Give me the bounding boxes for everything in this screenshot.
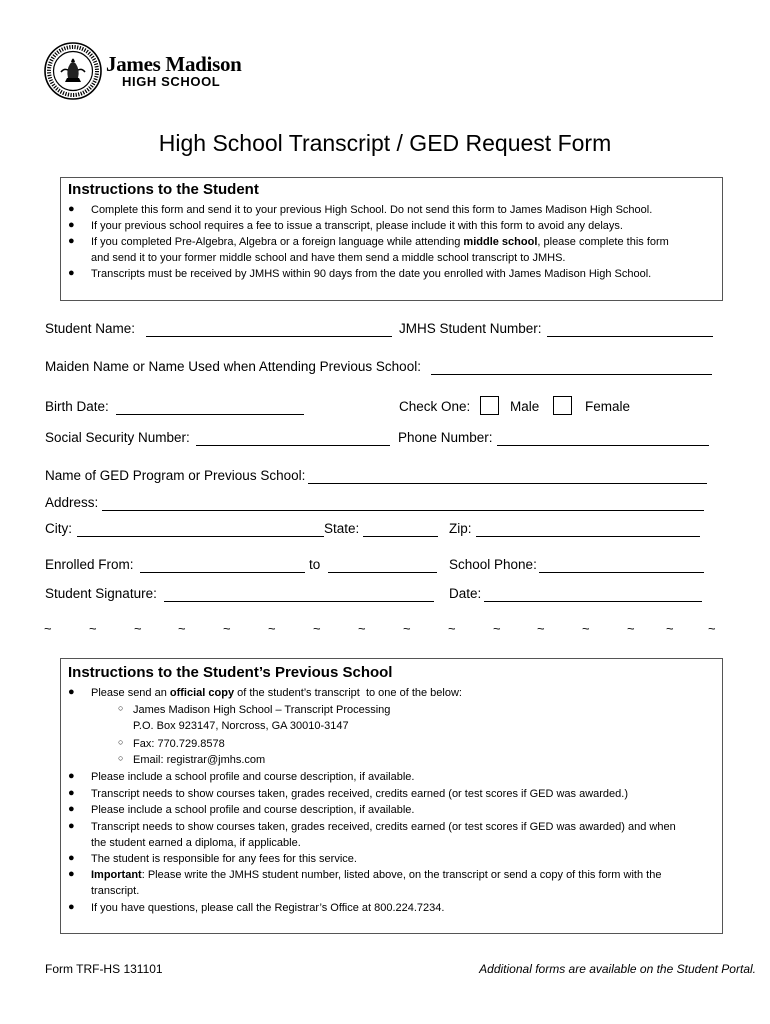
bullet: ● <box>68 901 75 913</box>
address-field[interactable] <box>102 510 704 511</box>
student-name-field[interactable] <box>146 336 392 337</box>
school-phone-label: School Phone: <box>449 557 537 572</box>
bullet: ● <box>68 267 75 279</box>
signature-label: Student Signature: <box>45 586 157 601</box>
separator-tilde: ~ <box>44 621 52 636</box>
birth-date-label: Birth Date: <box>45 399 109 414</box>
separator-tilde: ~ <box>89 621 97 636</box>
separator-tilde: ~ <box>313 621 321 636</box>
list-item-text: of the student’s transcript to one of the below: <box>234 687 462 699</box>
list-item-text: : Please write the JMHS student number, listed above, on the transcript or send a copy of this form with the <box>141 869 662 881</box>
separator-tilde: ~ <box>268 621 276 636</box>
ged-program-field[interactable] <box>308 483 707 484</box>
phone-field[interactable] <box>497 445 709 446</box>
school-phone-field[interactable] <box>539 572 704 573</box>
form-id: Form TRF-HS 131101 <box>45 962 163 976</box>
bullet: ● <box>68 787 75 799</box>
date-field[interactable] <box>484 601 702 602</box>
separator-tilde: ~ <box>627 621 635 636</box>
page-title: High School Transcript / GED Request Form <box>158 130 612 156</box>
check-one-label: Check One: <box>399 399 471 414</box>
jmhs-number-field[interactable] <box>547 336 713 337</box>
state-field[interactable] <box>363 536 438 537</box>
separator-tilde: ~ <box>403 621 411 636</box>
sub-bullet: ○ <box>118 737 124 747</box>
male-checkbox[interactable] <box>480 396 499 415</box>
list-item: If your previous school requires a fee to issue a transcript, please include it with this form to avoid any delays. <box>91 220 623 232</box>
address-label: Address: <box>45 495 99 510</box>
ssn-label: Social Security Number: <box>45 430 190 445</box>
enrolled-from-label: Enrolled From: <box>45 557 134 572</box>
bullet: ● <box>68 820 75 832</box>
ssn-field[interactable] <box>196 445 390 446</box>
date-label: Date: <box>449 586 482 601</box>
sub-list-item: James Madison High School – Transcript Processing <box>133 704 391 716</box>
separator-tilde: ~ <box>582 621 590 636</box>
list-item: Complete this form and send it to your previous High School. Do not send this form to James Madison High School. <box>91 204 653 216</box>
separator-tilde: ~ <box>537 621 545 636</box>
bullet: ● <box>68 868 75 880</box>
female-label: Female <box>585 399 631 414</box>
phone-label: Phone Number: <box>398 430 493 445</box>
list-item <box>91 234 669 250</box>
list-item: Please include a school profile and course description, if available. <box>91 804 415 816</box>
list-item-text: Please send an <box>91 687 170 699</box>
list-item-emphasis: official copy <box>169 687 235 699</box>
list-item <box>91 685 462 701</box>
zip-label: Zip: <box>449 521 472 536</box>
separator-tilde: ~ <box>358 621 366 636</box>
separator-tilde: ~ <box>493 621 501 636</box>
list-item-emphasis: middle school <box>463 236 538 248</box>
separator-tilde: ~ <box>448 621 456 636</box>
list-item <box>91 867 661 883</box>
list-item: Please include a school profile and course description, if available. <box>91 771 415 783</box>
female-checkbox[interactable] <box>553 396 572 415</box>
bullet: ● <box>68 852 75 864</box>
list-item-text: , please complete this form <box>537 236 669 248</box>
bullet: ● <box>68 686 75 698</box>
separator-tilde: ~ <box>666 621 674 636</box>
separator-tilde: ~ <box>178 621 186 636</box>
maiden-name-label: Maiden Name or Name Used when Attending Previous School: <box>45 359 421 374</box>
list-item: If you have questions, please call the Registrar’s Office at 800.224.7234. <box>91 902 445 914</box>
separator-tilde: ~ <box>134 621 142 636</box>
list-item: The student is responsible for any fees for this service. <box>91 853 357 865</box>
sub-bullet: ○ <box>118 703 124 713</box>
enrolled-to-label: to <box>309 557 321 572</box>
sub-list-item-continuation: P.O. Box 923147, Norcross, GA 30010-3147 <box>133 720 349 732</box>
bullet: ● <box>68 203 75 215</box>
sub-bullet: ○ <box>118 753 124 763</box>
school-seal-icon <box>44 42 102 100</box>
sub-list-item: Fax: 770.729.8578 <box>133 738 225 750</box>
male-label: Male <box>510 399 540 414</box>
city-field[interactable] <box>77 536 324 537</box>
birth-date-field[interactable] <box>116 414 304 415</box>
list-item-continuation: and send it to your former middle school and have them send a middle school transcript to JMHS. <box>91 252 566 264</box>
enrolled-from-field[interactable] <box>140 572 305 573</box>
separator-tilde: ~ <box>708 621 716 636</box>
ged-program-label: Name of GED Program or Previous School: <box>45 468 306 483</box>
list-item-continuation: transcript. <box>91 885 140 897</box>
list-item-text: If you completed Pre-Algebra, Algebra or a foreign language while attending <box>91 236 461 248</box>
bullet: ● <box>68 770 75 782</box>
separator-tilde: ~ <box>223 621 231 636</box>
list-item: Transcripts must be received by JMHS within 90 days from the date you enrolled with James Madison High School. <box>91 268 652 280</box>
city-label: City: <box>45 521 72 536</box>
school-name: James Madison <box>106 52 242 76</box>
maiden-name-field[interactable] <box>431 374 712 375</box>
list-item: Transcript needs to show courses taken, grades received, credits earned (or test scores if GED was awarded.) <box>91 788 628 800</box>
bullet: ● <box>68 219 75 231</box>
sub-list-item: Email: registrar@jmhs.com <box>133 754 266 766</box>
list-item-emphasis: Important <box>91 869 142 881</box>
bullet: ● <box>68 803 75 815</box>
list-item-continuation: the student earned a diploma, if applicable. <box>91 837 301 849</box>
enrolled-to-field[interactable] <box>328 572 437 573</box>
state-label: State: <box>324 521 360 536</box>
zip-field[interactable] <box>476 536 700 537</box>
signature-field[interactable] <box>164 601 434 602</box>
school-instructions-heading: Instructions to the Student’s Previous School <box>68 664 393 681</box>
footer-note: Additional forms are available on the Student Portal. <box>479 962 756 976</box>
school-subtitle: HIGH SCHOOL <box>122 74 221 89</box>
list-item: Transcript needs to show courses taken, grades received, credits earned (or test scores if GED was awarded) and when <box>91 821 676 833</box>
student-instructions-heading: Instructions to the Student <box>68 181 259 198</box>
student-name-label: Student Name: <box>45 321 136 336</box>
bullet: ● <box>68 235 75 247</box>
jmhs-number-label: JMHS Student Number: <box>399 321 542 336</box>
